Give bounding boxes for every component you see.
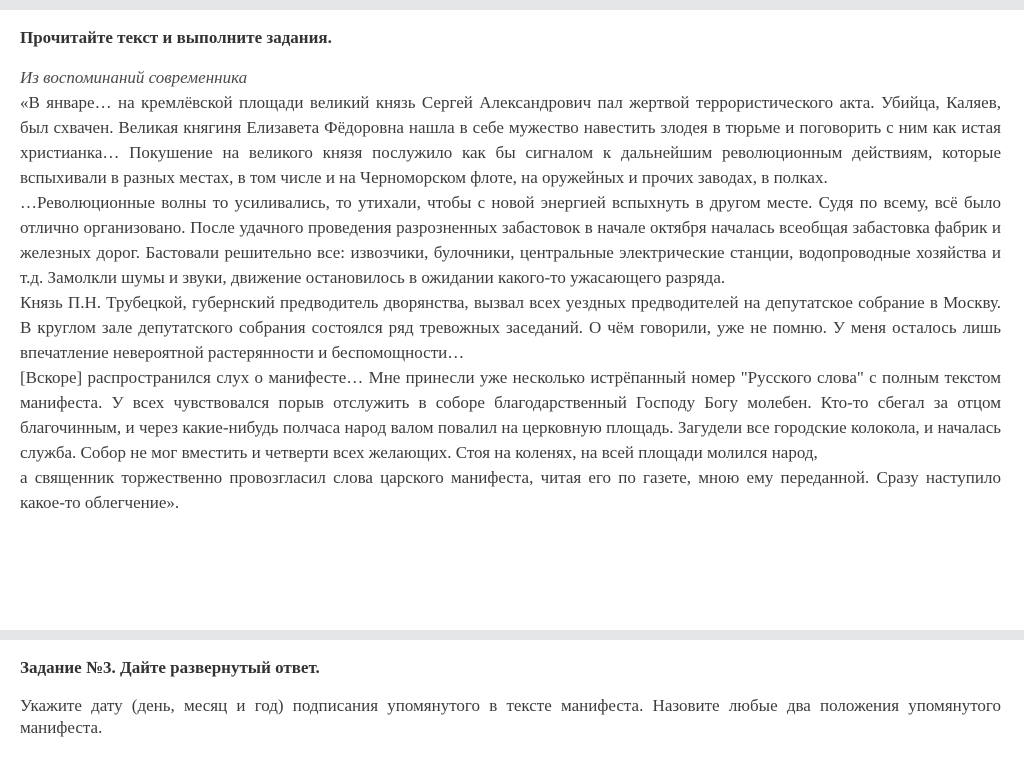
passage-paragraph: Князь П.Н. Трубецкой, губернский предводитель дворянства, вызвал всех уездных предводителей на депутатское собрание в Москву. В круглом зале депутатского собрания состоялся ряд тревожных заседаний. О чём говорили, уже не помню. У меня осталось лишь впечатление невероятной растерянности и беспомощности… [20,293,1001,362]
passage-paragraph: «В январе… на кремлёвской площади великий князь Сергей Александрович пал жертвой террористического акта. Убийца, Каляев, был схвачен. Великая княгиня Елизавета Фёдоровна нашла в себе мужество навестить злодея в тюрьме и поговорить с ним как истая христианка… Покушение на великого князя послужило как бы сигналом к дальнейшим революционным действиям, которые вспыхивали в разных местах, в том числе и на Черноморском флоте, на оружейных и прочих заводах, в полках. [20,93,1001,187]
task-text: Укажите дату (день, месяц и год) подписания упомянутого в тексте манифеста. Назовите любые два положения упомянутого манифеста. [20,696,1001,737]
top-band [0,0,1024,10]
passage-paragraph: …Революционные волны то усиливались, то утихали, чтобы с новой энергией вспыхнуть в другом месте. Судя по всему, всё было отлично организовано. После удачного проведения разрозненных забастовок в начале октября началась всеобщая забастовка фабрик и железных дорог. Бастовали решительно все: извозчики, булочники, центральные электрические станции, водопроводные хозяйства и т.д. Замолкли шумы и звуки, движение остановилось в ожидании какого-то ужасающего разряда. [20,193,1001,287]
task-title: Задание №3. Дайте развернутый ответ. [20,658,320,677]
source-heading: Из воспоминаний современника [20,68,248,87]
passage-paragraph: [Вскоре] распространился слух о манифесте… Мне принесли уже несколько истрёпанный номер "Русского слова" с полным текстом манифеста. У всех чувствовался порыв отслужить в соборе благодарственный Господу Богу молебен. Кто-то сбегал за отцом благочинным, и через какие-нибудь полчаса народ валом повалил на церковную площадь. Загудели все городские колокола, и началась служба. Собор не мог вместить и четверти всех желающих. Стоя на коленях, на всей площади молился народ, [20,368,1001,462]
section-divider [0,630,1024,640]
instruction-heading: Прочитайте текст и выполните задания. [20,28,332,47]
task-card [0,640,1024,739]
passage-paragraph: а священник торжественно провозгласил слова царского манифеста, читая его по газете, мною ему переданной. Сразу наступило какое-то облегчение». [20,468,1001,512]
reading-passage-card [0,10,1024,630]
